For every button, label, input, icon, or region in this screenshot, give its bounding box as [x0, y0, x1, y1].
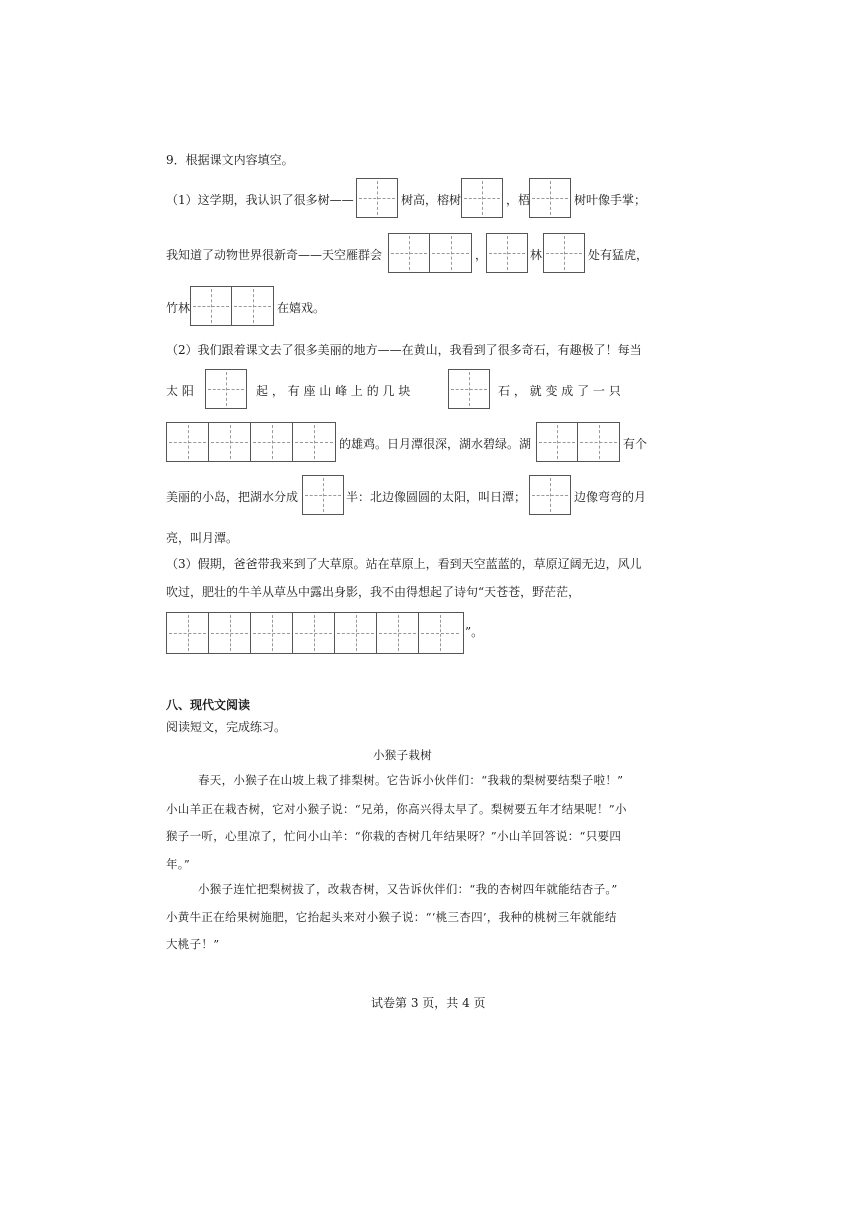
q9-p2-line2-a: 太 阳 — [166, 384, 194, 398]
answer-grid[interactable] — [190, 286, 274, 326]
q9-p3-line1: （3）假期，爸爸带我来到了大草原。站在草原上，看到天空蓝蓝的，草原辽阔无边，风儿 — [166, 557, 642, 571]
q9-p1-line2-d: 处有猛虎， — [588, 248, 649, 262]
answer-grid[interactable] — [166, 612, 464, 654]
q9-p1-line3-b: 在嬉戏。 — [277, 301, 326, 315]
q9-p1-line1-b: 树高，榕树 — [401, 193, 462, 207]
answer-grid[interactable] — [205, 369, 247, 409]
page-footer: 试卷第 3 页，共 4 页 — [371, 996, 486, 1010]
answer-grid[interactable] — [302, 475, 344, 515]
story-line: 年。” — [166, 857, 191, 871]
question9-title: 9．根据课文内容填空。 — [166, 153, 294, 167]
story-line: 春天，小猴子在山坡上栽了排梨树。它告诉小伙伴们：“我栽的梨树要结梨子啦！” — [198, 773, 624, 787]
q9-p1-line2-a: 我知道了动物世界很新奇——天空雁群会 — [166, 248, 383, 262]
q9-p1-line1-d: 树叶像手掌； — [574, 193, 647, 207]
story-line: 大桃子！” — [166, 937, 220, 951]
story-line: 小山羊正在栽杏树，它对小猴子说：“兄弟，你高兴得太早了。梨树要五年才结果呢！”小 — [166, 802, 627, 816]
q9-p2-line2-b: 起 ， 有 座 山 峰 上 的 几 块 — [256, 384, 411, 398]
answer-grid[interactable] — [448, 369, 490, 409]
answer-grid[interactable] — [461, 178, 503, 218]
q9-p1-line3-a: 竹林 — [166, 301, 191, 315]
story-line: 小猴子连忙把梨树拔了，改栽杏树，又告诉伙伴们：“我的杏树四年就能结杏子。” — [198, 882, 618, 896]
story-line: 小黄牛正在给果树施肥，它抬起头来对小猴子说：“‘桃三杏四’，我种的桃树三年就能结 — [166, 910, 617, 924]
answer-grid[interactable] — [529, 475, 571, 515]
q9-p1-line2-b: ， — [475, 248, 488, 262]
q9-p2-line4-b: 半：北边像圆圆的太阳，叫日潭； — [346, 490, 527, 504]
answer-grid[interactable] — [388, 233, 472, 273]
answer-grid[interactable] — [543, 233, 585, 273]
q9-p2-line1: （2）我们跟着课文去了很多美丽的地方——在黄山，我看到了很多奇石，有趣极了！每当 — [166, 343, 642, 357]
answer-grid[interactable] — [166, 422, 336, 462]
q9-p3-line3: ”。 — [465, 625, 484, 639]
story-line: 猴子一听，心里凉了，忙问小山羊：“你栽的杏树几年结果呀？”小山羊回答说：“只要四 — [166, 829, 622, 843]
section-heading: 八、现代文阅读 — [166, 698, 251, 712]
answer-grid[interactable] — [529, 178, 571, 218]
q9-p2-line3-a: 的雄鸡。日月潭很深，湖水碧绿。湖 — [339, 437, 532, 451]
q9-p2-line4-a: 美丽的小岛，把湖水分成 — [166, 490, 299, 504]
q9-p1-line1-c: ，梧 — [506, 193, 531, 207]
q9-p1-line2-c: 林 — [530, 248, 543, 262]
story-title: 小猴子栽树 — [373, 748, 432, 762]
q9-p3-line2: 吹过，肥壮的牛羊从草丛中露出身影，我不由得想起了诗句“天苍苍，野茫茫， — [166, 585, 581, 599]
section-instruction: 阅读短文，完成练习。 — [166, 720, 287, 734]
q9-p2-line4-c: 边像弯弯的月 — [574, 490, 647, 504]
q9-p2-line5: 亮，叫月潭。 — [166, 531, 239, 545]
answer-grid[interactable] — [536, 422, 620, 462]
answer-grid[interactable] — [356, 178, 398, 218]
q9-p2-line2-c: 石 ， 就 变 成 了 一 只 — [498, 384, 621, 398]
q9-p1-line1-a: （1）这学期，我认识了很多树—— — [166, 193, 354, 207]
q9-p2-line3-b: 有个 — [623, 437, 648, 451]
answer-grid[interactable] — [486, 233, 528, 273]
